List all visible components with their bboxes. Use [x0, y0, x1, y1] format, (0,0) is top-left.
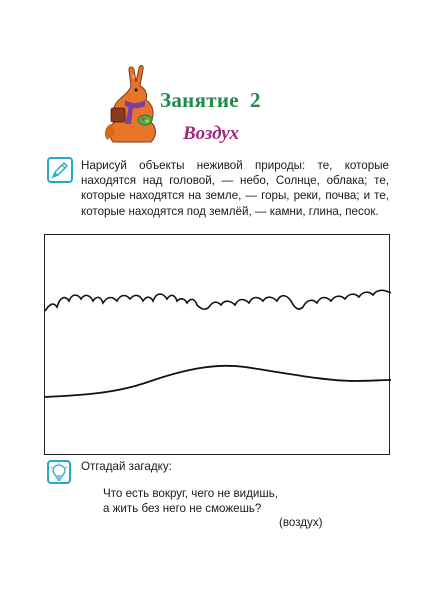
landscape-lines	[45, 235, 391, 456]
lesson-title: Занятие 2	[160, 88, 261, 112]
riddle-answer: (воздух)	[279, 516, 323, 529]
riddle-line-2: а жить без него не сможешь?	[103, 502, 262, 515]
task-instruction: Нарисуй объекты неживой природы: те, которые находятся над головой, — небо, Солнце, облака; те, которые находятся на земле, — горы, реки, почва; и те, которые находятся под землёй, — камни, глина, песок.	[81, 159, 389, 218]
pencil-icon	[47, 157, 73, 183]
drawing-area[interactable]	[44, 234, 390, 455]
kangaroo-mascot-icon	[103, 64, 161, 144]
riddle-title: Отгадай загадку:	[81, 460, 172, 473]
lesson-subtitle: Воздух	[183, 123, 239, 144]
lightbulb-icon	[47, 460, 71, 484]
riddle-line-1: Что есть вокруг, чего не видишь,	[103, 487, 278, 500]
